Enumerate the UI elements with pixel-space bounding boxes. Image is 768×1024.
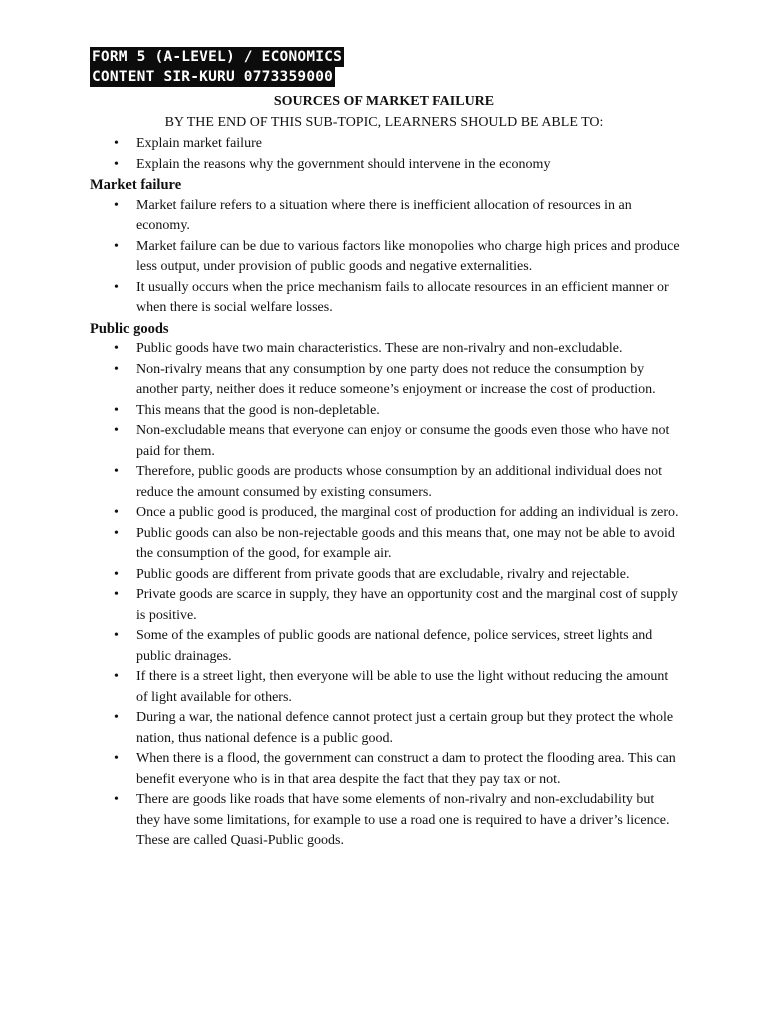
header-author-contact: CONTENT SIR-KURU 0773359000	[92, 69, 334, 85]
header-block	[90, 47, 344, 87]
document-body	[90, 134, 680, 852]
list-item: • This means that the good is non-depletable.	[90, 401, 680, 422]
list-item: • Some of the examples of public goods are national defence, police services, street lights and public drainages.	[90, 626, 680, 667]
objectives-intro: BY THE END OF THIS SUB-TOPIC, LEARNERS SHOULD BE ABLE TO:	[164, 115, 604, 130]
list-item: • It usually occurs when the price mechanism fails to allocate resources in an efficient manner or when there is social welfare losses.	[90, 278, 680, 319]
list-item: • Therefore, public goods are products whose consumption by an additional individual does not reduce the amount consumed by existing consumers.	[90, 462, 680, 503]
market-failure-list	[90, 196, 680, 319]
list-item: • Private goods are scarce in supply, they have an opportunity cost and the marginal cost of supply is positive.	[90, 585, 680, 626]
list-item: • There are goods like roads that have some elements of non-rivalry and non-excludability but they have some limitations, for example to use a road one is required to have a driver’s licence. These are called Quasi-Public goods.	[90, 790, 680, 852]
list-item: • When there is a flood, the government can construct a dam to protect the flooding area. This can benefit everyone who is in that area despite the fact that they pay tax or not.	[90, 749, 680, 790]
document-title: SOURCES OF MARKET FAILURE	[273, 94, 495, 109]
section-heading-market-failure: Market failure	[90, 177, 182, 193]
list-item: • Explain the reasons why the government should intervene in the economy	[90, 155, 680, 176]
header-form-subject: FORM 5 (A-LEVEL) / ECONOMICS	[92, 49, 343, 65]
list-item: • During a war, the national defence cannot protect just a certain group but they protect the whole nation, thus national defence is a public good.	[90, 708, 680, 749]
list-item: • Market failure can be due to various factors like monopolies who charge high prices and produce less output, under provision of public goods and negative externalities.	[90, 237, 680, 278]
public-goods-list	[90, 339, 680, 852]
objectives-list	[90, 134, 680, 175]
list-item: • Public goods can also be non-rejectable goods and this means that, one may not be able to avoid the consumption of the good, for example air.	[90, 524, 680, 565]
list-item: • Non-excludable means that everyone can enjoy or consume the goods even those who have not paid for them.	[90, 421, 680, 462]
list-item: • Explain market failure	[90, 134, 680, 155]
list-item: • Market failure refers to a situation where there is inefficient allocation of resources in an economy.	[90, 196, 680, 237]
list-item: • Public goods have two main characteristics. These are non-rivalry and non-excludable.	[90, 339, 680, 360]
section-heading-public-goods: Public goods	[90, 320, 169, 337]
list-item: • Once a public good is produced, the marginal cost of production for adding an individual is zero.	[90, 503, 680, 524]
list-item: • Public goods are different from private goods that are excludable, rivalry and rejectable.	[90, 565, 680, 586]
list-item: • Non-rivalry means that any consumption by one party does not reduce the consumption by another party, neither does it reduce someone’s enjoyment or increase the cost of production.	[90, 360, 680, 401]
list-item: • If there is a street light, then everyone will be able to use the light without reducing the amount of light available for others.	[90, 667, 680, 708]
